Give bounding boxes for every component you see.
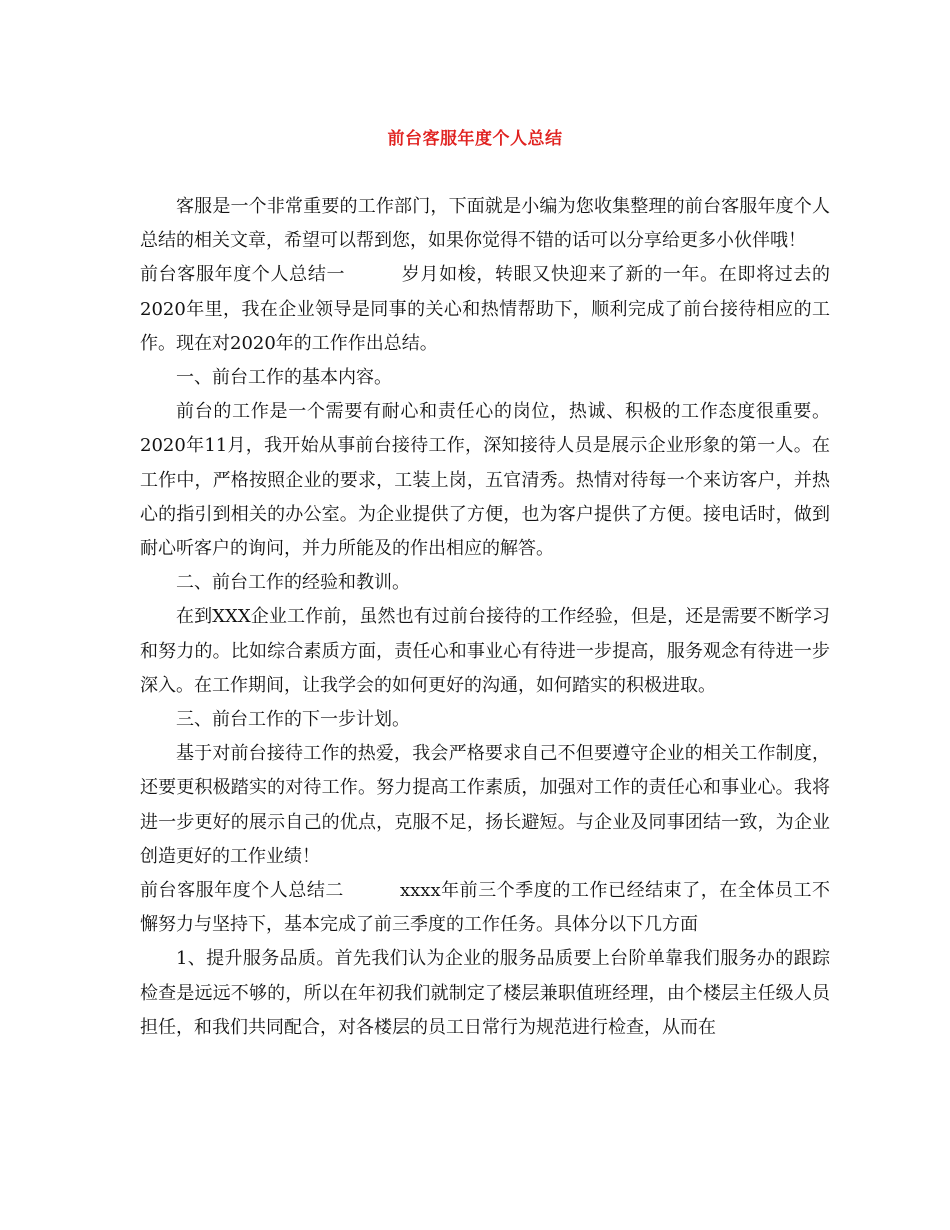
document-body xyxy=(140,190,830,1045)
section-two-text: xxxx年前三个季度的工作已经结束了，在全体员工不懈努力与坚持下，基本完成了前三季度的工作任务。具体分以下几方面 xyxy=(140,880,831,936)
paragraph-experience: 在到XXX企业工作前，虽然也有过前台接待的工作经验，但是，还是需要不断学习和努力的。比如综合素质方面，责任心和事业心有待进一步提高，服务观念有待进一步深入。在工作期间，让我学会的如何更好的沟通，如何踏实的积极进取。 xyxy=(140,606,830,696)
paragraph-next-plan: 基于对前台接待工作的热爱，我会严格要求自己不但要遵守企业的相关工作制度，还要更积极踏实的对待工作。努力提高工作素质，加强对工作的责任心和事业心。我将进一步更好的展示自己的优点，克服不足，扬长避短。与企业及同事团结一致，为企业创造更好的工作业绩！ xyxy=(140,743,830,867)
paragraph-basic-content: 前台的工作是一个需要有耐心和责任心的岗位，热诚、积极的工作态度很重要。2020年11月，我开始从事前台接待工作，深知接待人员是展示企业形象的第一人。在工作中，严格按照企业的要求，工装上岗，五官清秀。热情对待每一个来访客户，并热心的指引到相关的办公室。为企业提供了方便，也为客户提供了方便。接电话时，做到耐心听客户的询问，并力所能及的作出相应的解答。 xyxy=(140,401,830,560)
subheading-next-plan: 三、前台工作的下一步计划。 xyxy=(176,709,410,731)
section-two-heading: 前台客服年度个人总结二 xyxy=(140,880,344,902)
subheading-experience: 二、前台工作的经验和教训。 xyxy=(176,572,410,594)
intro-paragraph: 客服是一个非常重要的工作部门，下面就是小编为您收集整理的前台客服年度个人总结的相关文章，希望可以帮到您，如果你觉得不错的话可以分享给更多小伙伴哦！ xyxy=(140,196,830,252)
subheading-basic-content: 一、前台工作的基本内容。 xyxy=(176,367,392,389)
section-one-heading: 前台客服年度个人总结一 xyxy=(140,264,346,286)
section-one-text: 岁月如梭，转眼又快迎来了新的一年。在即将过去的2020年里，我在企业领导是同事的关心和热情帮助下，顺利完成了前台接待相应的工作。现在对2020年的工作作出总结。 xyxy=(140,264,831,354)
document-title: 前台客服年度个人总结 xyxy=(387,129,563,149)
paragraph-service-quality: 1、提升服务品质。首先我们认为企业的服务品质要上台阶单靠我们服务办的跟踪检查是远远不够的，所以在年初我们就制定了楼层兼职值班经理，由个楼层主任级人员担任，和我们共同配合，对各楼层的员工日常行为规范进行检查，从而在 xyxy=(140,948,830,1038)
section-two-paragraph xyxy=(140,874,830,942)
section-one-paragraph xyxy=(140,258,830,361)
